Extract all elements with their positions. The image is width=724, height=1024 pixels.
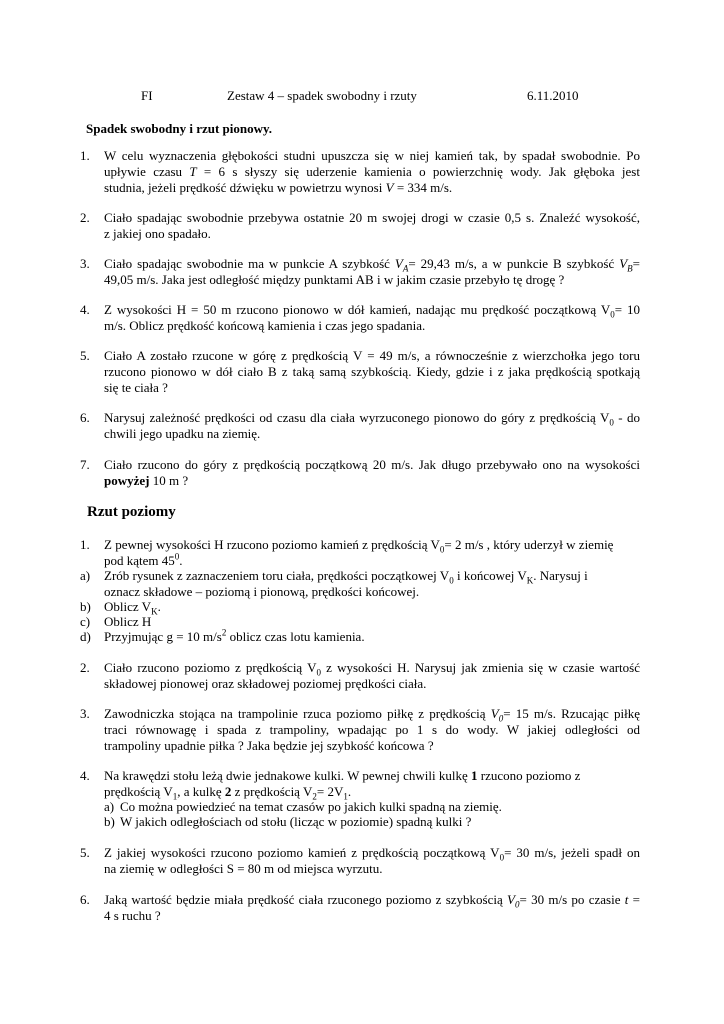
problem-text: Jaką wartość będzie miała prędkość ciała rzuconego poziomo z szybkością $V_0= 30$ m/s po czasie t = 4 s ruchu ? [104,892,640,923]
sub-letter: b) [104,814,115,829]
problem-text: Ciało rzucono poziomo z prędkością $V_0$ z wysokości H. Narysuj jak zmienia się w czasie wartość składowej pionowej oraz składowej poziomej prędkości ciała. [104,660,640,691]
problem-2-4 [80,768,640,800]
problem-number: 4. [80,302,90,317]
problem-number: 3. [80,256,90,271]
problem-1-1 [80,148,640,196]
problem-text: W celu wyznaczenia głębokości studni upuszcza się w niej kamień tak, by spadał swobodnie. Po upływie czasu T = 6 s słyszy się uderzenie kamienia o powierzchnię wody. Jak głęboka jest studnia, jeżeli prędkość dźwięku w powietrzu wynosi V = 334 m/s. [104,148,640,195]
sub-text: Oblicz H [104,614,152,629]
problem-text: Ciało rzucono do góry z prędkością początkową 20 m/s. Jak długo przebywało ono na wysokości powyżej 10 m ? [104,457,640,488]
problem-1-6 [80,410,640,442]
sub-letter: a) [80,568,91,583]
problem-2-1-d [80,629,365,645]
problem-1-2 [80,210,640,242]
problem-1-3 [80,256,640,288]
problem-2-1-a [80,568,588,600]
problem-2-6 [80,892,640,924]
problem-number: 7. [80,457,90,472]
problem-number: 2. [80,660,90,675]
problem-1-7 [80,457,640,489]
sub-text: Co można powiedzieć na temat czasów po jakich kulki spadną na ziemię. [120,799,502,814]
problem-1-5 [80,348,640,396]
problem-number: 3. [80,706,90,721]
sub-letter: d) [80,629,91,644]
problem-text: Z wysokości H = 50 m rzucono pionowo w dół kamień, nadając mu prędkość początkową $V_0= 10$ m/s. Oblicz prędkość końcową kamienia i czas jego spadania. [104,302,640,333]
problem-2-1 [80,537,640,569]
problem-text: Ciało spadając swobodnie ma w punkcie A szybkość $V_A= 29,43$ m/s, a w punkcie B szybkość $V_B=$ 49,05 m/s. Jaka jest odległość między punktami AB i w jakim czasie przebyło tę drogę ? [104,256,640,287]
problem-text: Z jakiej wysokości rzucono poziomo kamień z prędkością początkową $V_0= 30$ m/s, jeżeli spadł on na ziemię w odległości S = 80 m od miejsca wyrzutu. [104,845,640,876]
problem-1-4 [80,302,640,334]
problem-text: Na krawędzi stołu leżą dwie jednakowe kulki. W pewnej chwili kulkę 1 rzucono poziomo z prędkością $V_1$, a kulkę 2 z prędkością $V_2= 2V_1$. [104,768,581,802]
problem-text: Narysuj zależność prędkości od czasu dla ciała wyrzuconego pionowo do góry z prędkością $V_0$ - do chwili jego upadku na ziemię. [104,410,640,441]
problem-number: 1. [80,148,90,163]
sub-letter: a) [104,799,115,814]
section-title-free-fall: Spadek swobodny i rzut pionowy. [86,121,273,136]
header-title: Zestaw 4 – spadek swobodny i rzuty [227,88,417,103]
problem-2-4-b [104,814,471,830]
problem-2-3 [80,706,640,754]
problem-text: Ciało A zostało rzucone w górę z prędkością V = 49 m/s, a równocześnie z wierzchołka jego toru rzucono pionowo w dół ciało B z taką samą szybkością. Kiedy, gdzie i z jaka prędkością spotkają się te ciała ? [104,348,640,395]
problem-text: Zawodniczka stojąca na trampolinie rzuca poziomo piłkę z prędkością $V_0= 15$ m/s. Rzucając piłkę traci równowagę i spada z trampoliny, wpadając po 1 s do wody. W jakiej odległości od trampoliny upadnie piłka ? Jaka będzie jej szybkość końcowa ? [104,706,640,753]
sub-text: Zrób rysunek z zaznaczeniem toru ciała, prędkości początkowej $V_0$ i końcowej $V_K$. Narysuj i oznacz składowe – poziomą i pionową, prędkości końcowej. [104,568,588,599]
section-title-horizontal-throw: Rzut poziomy [87,504,176,520]
header-course: FI [141,88,153,103]
problem-2-1-b [80,599,161,615]
header-date: 6.11.2010 [527,88,579,103]
problem-2-2 [80,660,640,692]
problem-text: Ciało spadając swobodnie przebywa ostatnie 20 m swojej drogi w czasie 0,5 s. Znaleźć wysokość, z jakiej ono spadało. [104,210,640,241]
problem-number: 2. [80,210,90,225]
problem-text: Z pewnej wysokości H rzucono poziomo kamień z prędkością $V_0= 2$ m/s , który uderzył w ziemię pod kątem $45^0$. [104,537,614,568]
problem-number: 6. [80,892,90,907]
problem-number: 6. [80,410,90,425]
sub-letter: b) [80,599,91,614]
problem-number: 4. [80,768,90,783]
problem-2-1-c [80,614,151,630]
sub-letter: c) [80,614,91,629]
problem-number: 1. [80,537,90,552]
problem-number: 5. [80,845,90,860]
problem-2-5 [80,845,640,877]
problem-2-4-a [104,799,502,815]
problem-number: 5. [80,348,90,363]
sub-text: Oblicz $V_K$. [104,599,161,617]
sub-text: Przyjmując g = 10 $m/s^2$ oblicz czas lotu kamienia. [104,627,365,644]
sub-text: W jakich odległościach od stołu (licząc w poziomie) spadną kulki ? [120,814,472,829]
